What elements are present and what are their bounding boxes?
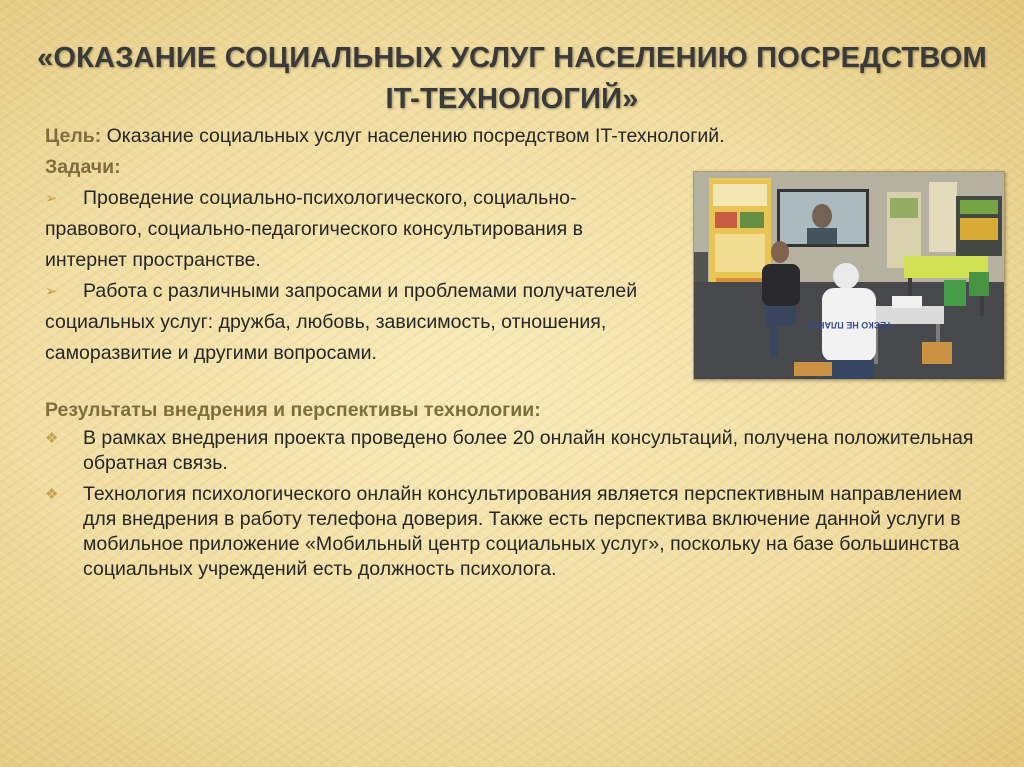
slide-title-line-1: «ОКАЗАНИЕ СОЦИАЛЬНЫХ УСЛУГ НАСЕЛЕНИЮ ПОСРЕДСТВОМ [37, 42, 987, 74]
goal-paragraph [45, 121, 1000, 152]
photo-illustration [694, 172, 1004, 379]
tasks-label: Задачи: [45, 156, 121, 178]
goal-label: Цель: [45, 125, 102, 147]
arrow-bullet-icon: ➢ [45, 190, 58, 207]
diamond-bullet-icon: ❖ [45, 430, 59, 447]
goal-text: Оказание социальных услуг населению посредством IT-технологий. [101, 125, 725, 147]
task-item-text: Работа с различными запросами и проблемами получателей социальных услуг: дружба, любовь, зависимость, отношения, саморазвитие и другими вопросами. [45, 280, 638, 364]
consultation-photo [693, 171, 1005, 380]
slide-title [30, 38, 994, 120]
slide-title-line-2: IT-ТЕХНОЛОГИЙ» [385, 83, 639, 115]
shirt-text: ТЕСКО НЕ ПЛАКСА [806, 320, 892, 330]
result-item-text: Технология психологического онлайн консультирования является перспективным направлением для внедрения в работу телефона доверия. Также есть перспектива включение данной услуги в мобильное приложение «Мобильный центр социальных услуг», поскольку на базе большинства социальных учреждений есть должность психолога. [83, 483, 962, 580]
result-item [45, 426, 1000, 476]
diamond-bullet-icon: ❖ [45, 486, 59, 503]
task-item [45, 276, 645, 369]
arrow-bullet-icon: ➢ [45, 283, 58, 300]
results-heading: Результаты внедрения и перспективы технологии: [45, 399, 541, 421]
task-item [45, 183, 645, 276]
tasks-list [45, 183, 645, 369]
results-list [45, 426, 1000, 582]
result-item [45, 482, 1000, 582]
result-item-text: В рамках внедрения проекта проведено более 20 онлайн консультаций, получена положительная обратная связь. [83, 427, 974, 474]
task-item-text: Проведение социально-психологического, социально-правового, социально-педагогического консультирования в интернет пространстве. [45, 187, 583, 271]
